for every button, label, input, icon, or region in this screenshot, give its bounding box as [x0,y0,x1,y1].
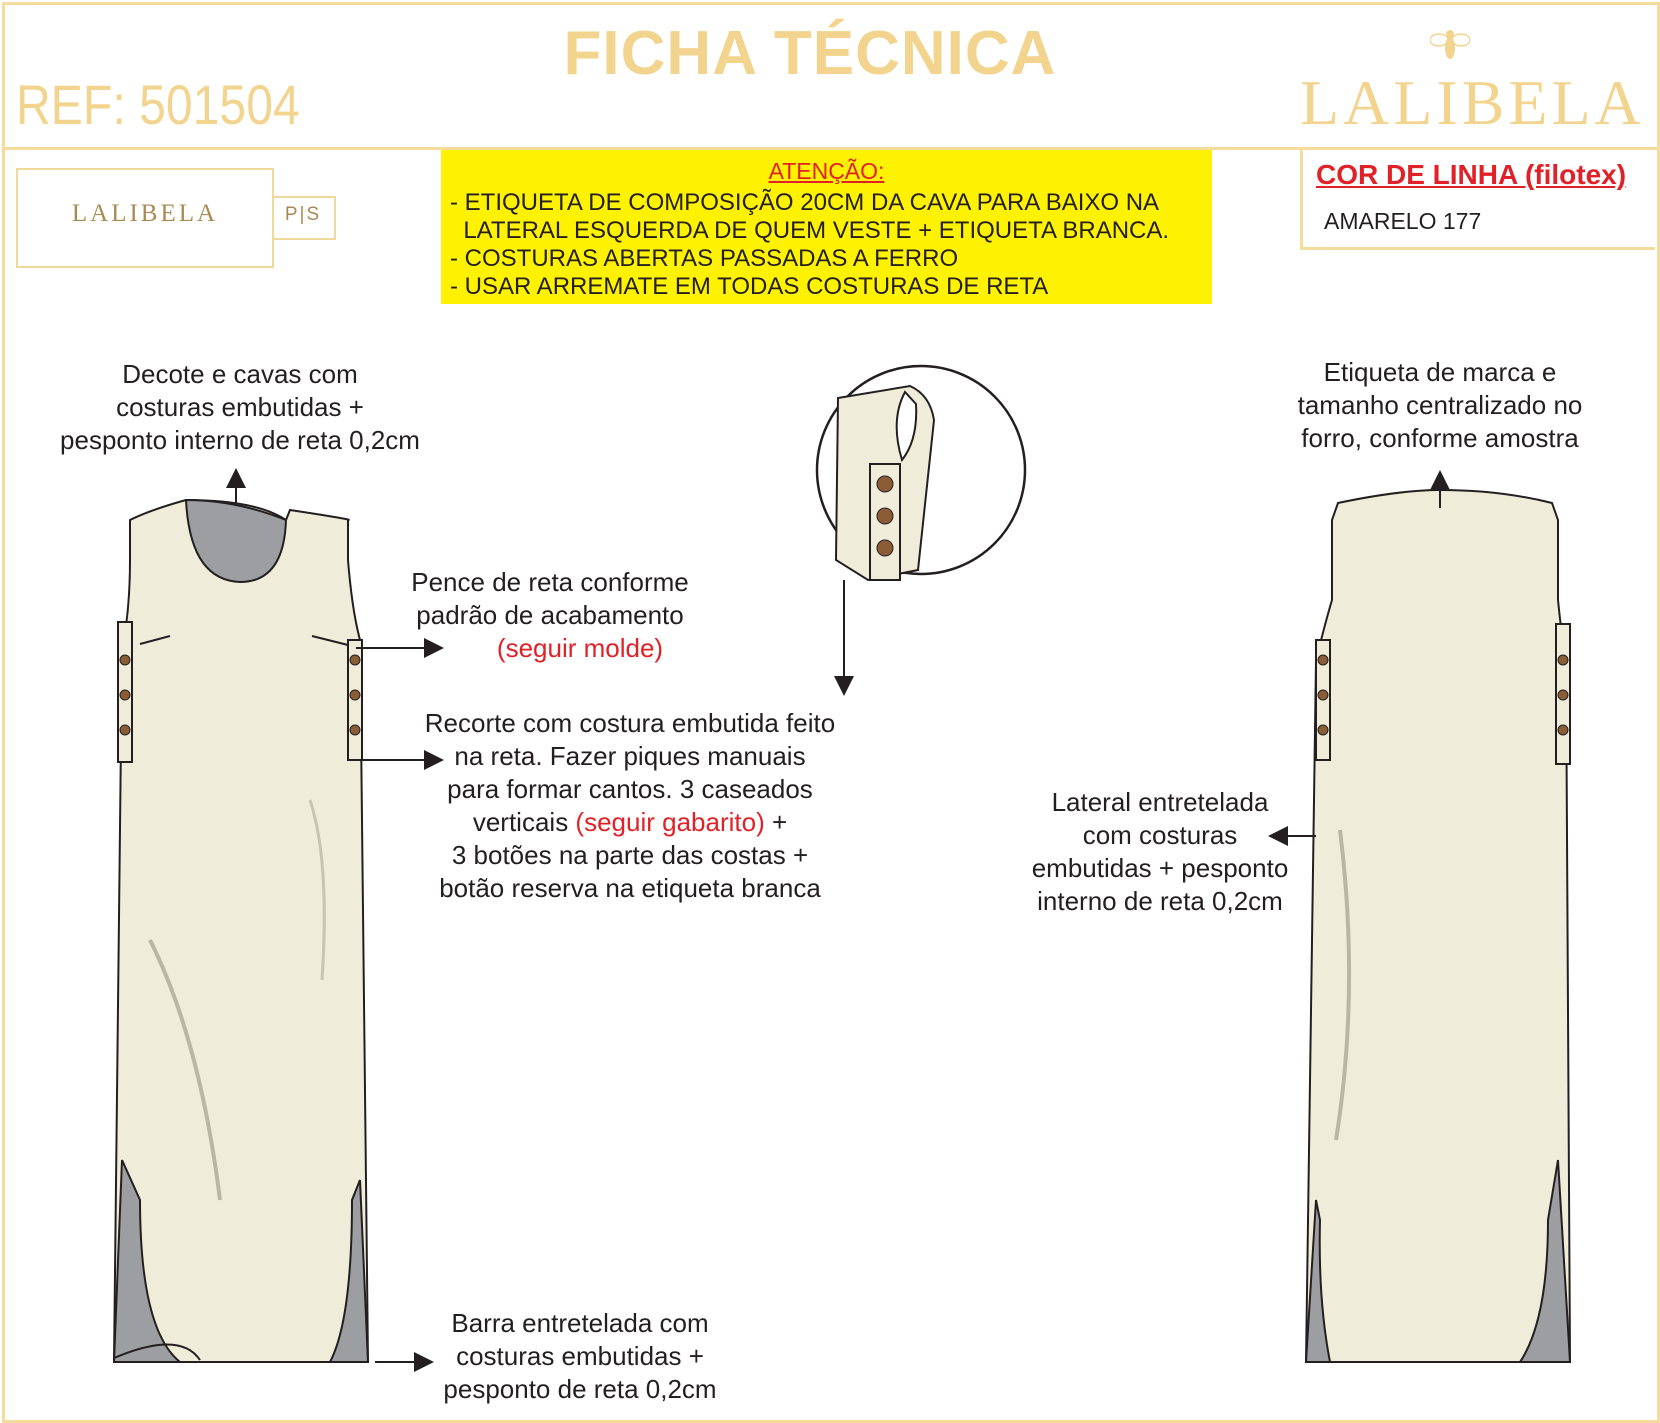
note-line [400,806,860,839]
note-side [1000,786,1320,918]
note-line: botão reserva na etiqueta branca [439,873,821,903]
note-line: Etiqueta de marca e [1323,357,1557,387]
attention-line: - USAR ARREMATE EM TODAS COSTURAS DE RETA [450,273,1049,300]
front-dress [114,500,368,1362]
thread-color-value: AMARELO 177 [1324,208,1482,234]
note-line: tamanho centralizado no [1297,390,1583,420]
note-line: 3 botões na parte das costas + [451,840,809,870]
page-title: FICHA TÉCNICA [563,19,1057,88]
note-text: + [764,807,788,837]
attention-line: - COSTURAS ABERTAS PASSADAS A FERRO [450,245,959,272]
note-cutout [400,707,860,905]
note-line: Barra entretelada com [451,1308,709,1338]
note-line: Decote e cavas com [122,359,358,389]
thread-color-title: COR DE LINHA (filotex) [1316,159,1627,190]
note-highlight: (seguir gabarito) [575,807,765,837]
note-line: costuras embutidas + [456,1341,704,1371]
detail-circle [817,366,1025,580]
note-neckline [20,358,460,457]
size-tab-text: P|S [284,204,322,225]
note-line: forro, conforme amostra [1301,423,1579,453]
note-line: Lateral entretelada [1051,787,1269,817]
note-line: embutidas + pesponto [1031,853,1289,883]
note-line: para formar cantos. 3 caseados [447,774,813,804]
note-text: verticais [472,807,576,837]
note-line: na reta. Fazer piques manuais [454,741,806,771]
attention-line: - ETIQUETA DE COMPOSIÇÃO 20CM DA CAVA PARA BAIXO NA [450,189,1160,216]
reference-number: REF: 501504 [16,73,300,136]
note-line: com costuras [1082,820,1238,850]
note-hem [420,1307,740,1406]
note-line: pesponto interno de reta 0,2cm [60,425,420,455]
note-line: costuras embutidas + [116,392,364,422]
note-line: Pence de reta conforme [411,567,689,597]
note-brand-label [1260,356,1620,455]
note-line: interno de reta 0,2cm [1037,886,1283,916]
attention-title: ATENÇÃO: [768,158,885,184]
back-dress [1306,490,1570,1362]
note-line: pesponto de reta 0,2cm [443,1374,717,1404]
note-dart [380,566,720,665]
note-line: Recorte com costura embutida feito [424,708,836,738]
note-highlight: (seguir molde) [496,633,664,663]
attention-line: LATERAL ESQUERDA DE QUEM VESTE + ETIQUETA BRANCA. [450,217,1170,244]
brand-logo: LALIBELA [1300,67,1645,138]
note-line: padrão de acabamento [416,600,684,630]
brand-label-text: LALIBELA [71,200,219,227]
